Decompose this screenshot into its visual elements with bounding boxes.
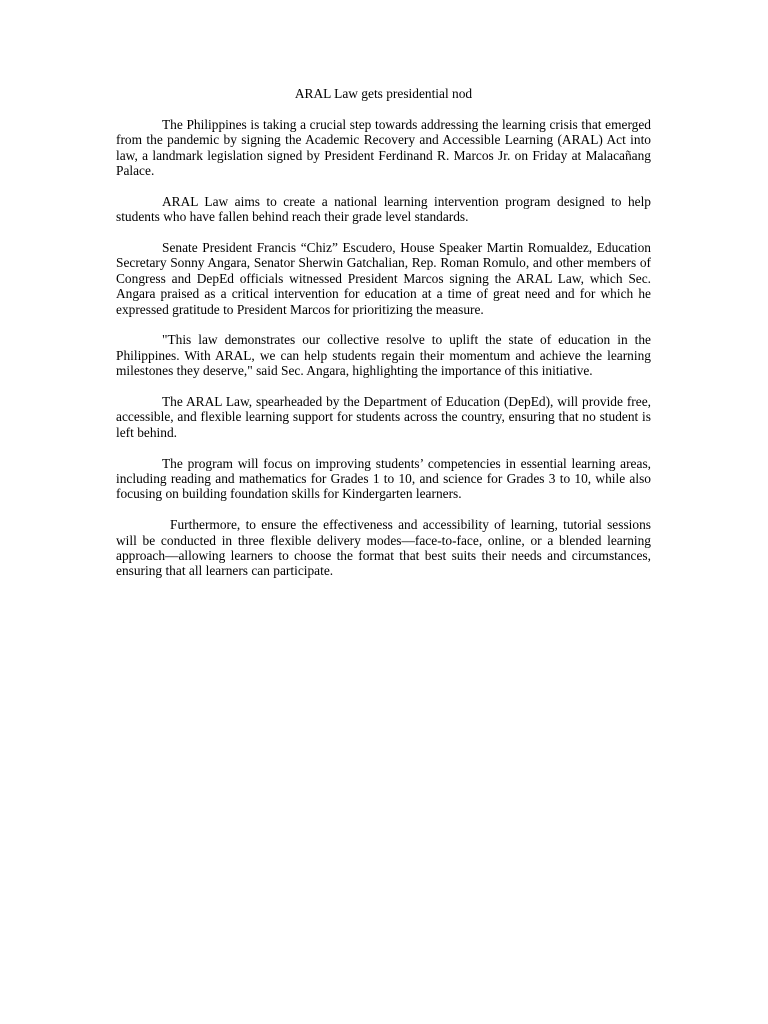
paragraph-2: ARAL Law aims to create a national learning intervention program designed to help students who have fallen behind reach their grade level standards. [116, 193, 651, 225]
paragraph-7: Furthermore, to ensure the effectiveness and accessibility of learning, tutorial sessions will be conducted in three flexible delivery modes—face-to-face, online, or a blended learning approach—allowing learners to choose the format that best suits their needs and circumstances, ensuring that all learners can participate. [116, 517, 651, 579]
document-body [116, 86, 651, 594]
paragraph-3: Senate President Francis “Chiz” Escudero, House Speaker Martin Romualdez, Education Secretary Sonny Angara, Senator Sherwin Gatchalian, Rep. Roman Romulo, and other members of Congress and DepEd officials witnessed President Marcos signing the ARAL Law, which Sec. Angara praised as a critical intervention for education at a time of great need and for which he expressed gratitude to President Marcos for prioritizing the measure. [116, 240, 651, 317]
document-title: ARAL Law gets presidential nod [294, 86, 473, 101]
paragraph-1: The Philippines is taking a crucial step towards addressing the learning crisis that emerged from the pandemic by signing the Academic Recovery and Accessible Learning (ARAL) Act into law, a landmark legislation signed by President Ferdinand R. Marcos Jr. on Friday at Malacañang Palace. [116, 116, 651, 179]
paragraph-6: The program will focus on improving students’ competencies in essential learning areas, including reading and mathematics for Grades 1 to 10, and science for Grades 3 to 10, while also focusing on building foundation skills for Kindergarten learners. [116, 455, 651, 502]
paragraph-5: The ARAL Law, spearheaded by the Department of Education (DepEd), will provide free, accessible, and flexible learning support for students across the country, ensuring that no student is left behind. [116, 394, 651, 440]
paragraph-4: "This law demonstrates our collective resolve to uplift the state of education in the Philippines. With ARAL, we can help students regain their momentum and achieve the learning milestones they deserve," said Sec. Angara, highlighting the importance of this initiative. [116, 332, 651, 379]
